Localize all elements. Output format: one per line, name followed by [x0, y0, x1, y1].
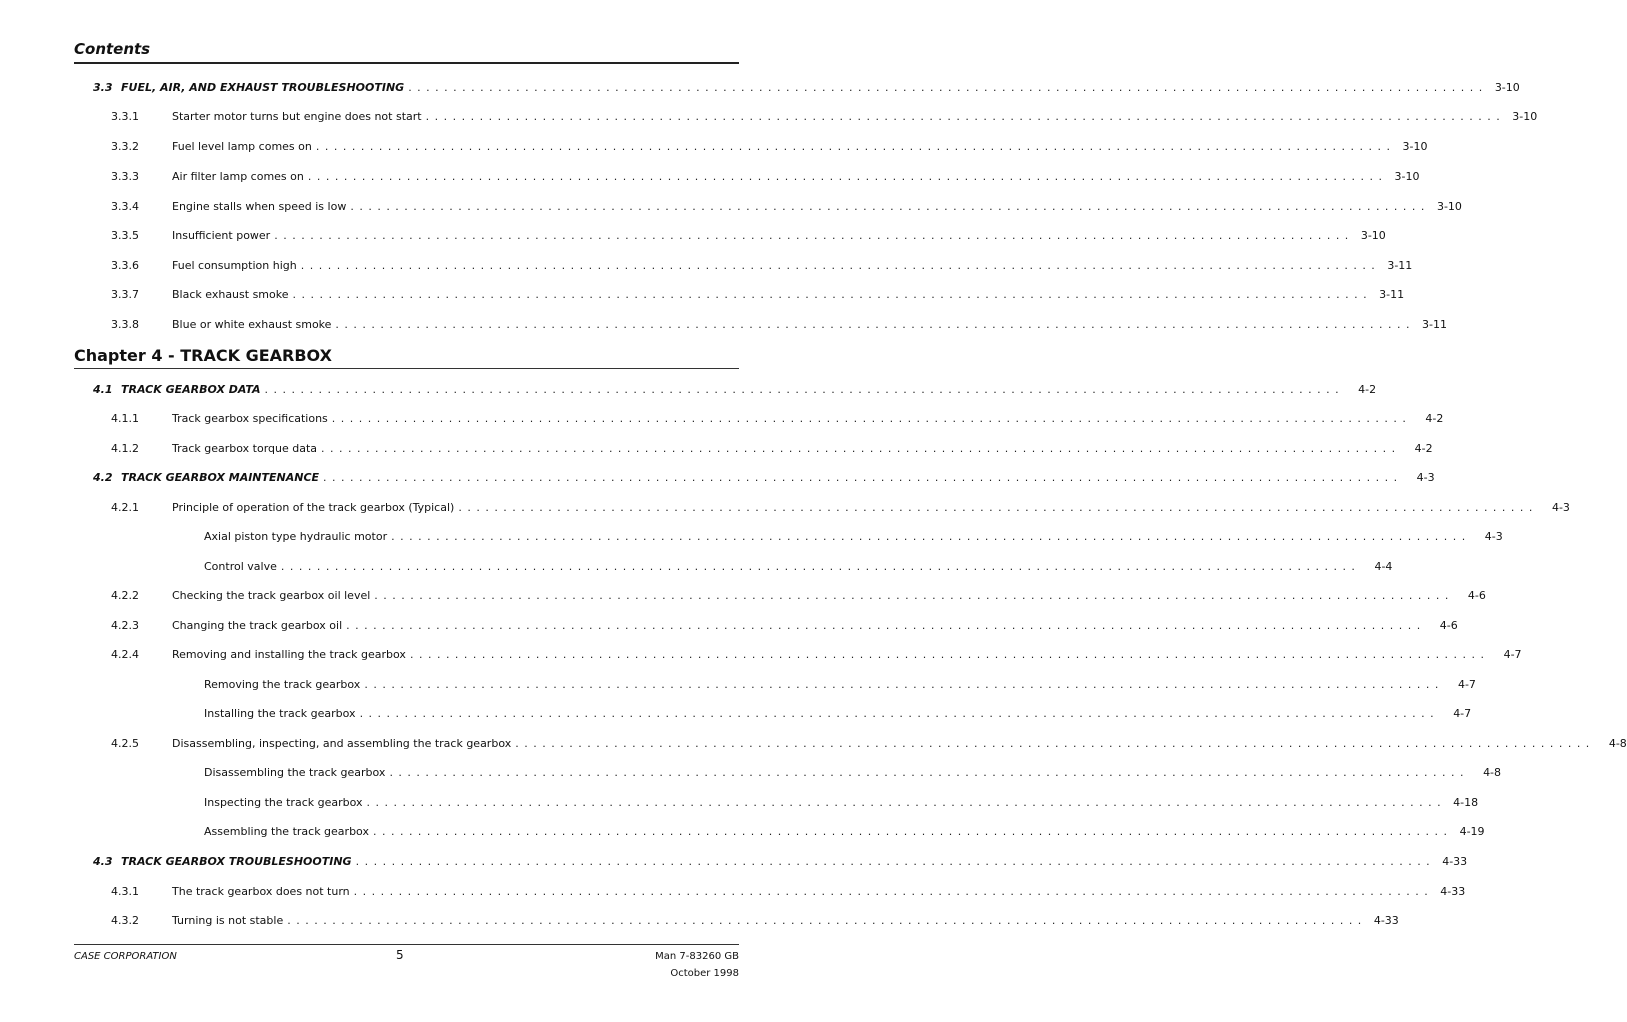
toc-entry: [0, 109, 1538, 125]
toc-entry-title: Insufficient power: [172, 229, 271, 242]
toc-entry-page: 4-2: [1414, 442, 1433, 455]
toc-dot-leader: ........................................................................................................................: [292, 288, 1373, 301]
toc-entry: [0, 588, 1486, 604]
footer-rule: [74, 944, 739, 945]
toc-entry-page: 4-3: [1484, 530, 1503, 543]
toc-dot-leader: ........................................................................................................................: [335, 318, 1416, 331]
page-header-title: Contents: [74, 40, 151, 58]
toc-entry-page: 3-11: [1422, 318, 1448, 331]
toc-entry-page: 4-33: [1440, 885, 1466, 898]
toc-entry-title: Inspecting the track gearbox: [204, 796, 363, 809]
toc-entry-page: 3-11: [1387, 259, 1413, 272]
toc-entry-number: 4.1.1: [111, 412, 139, 425]
toc-entry: [0, 287, 1405, 303]
toc-entry-page: 4-33: [1373, 914, 1399, 927]
toc-dot-leader: ........................................................................................................................: [408, 81, 1488, 94]
toc-entry-title: Axial piston type hydraulic motor: [204, 530, 388, 543]
footer-manual-number: Man 7-83260 GB: [655, 951, 739, 962]
toc-entry: [0, 441, 1433, 457]
toc-dot-leader: ........................................................................................................................: [350, 200, 1430, 213]
toc-entry: [0, 258, 1413, 274]
toc-entry-page: 4-2: [1358, 383, 1377, 396]
toc-entry-page: 4-3: [1551, 501, 1570, 514]
toc-entry-title: Removing the track gearbox: [204, 678, 361, 691]
toc-dot-leader: ........................................................................................................................: [264, 383, 1345, 396]
toc-entry-number: 4.3.1: [111, 885, 139, 898]
toc-dot-leader: ........................................................................................................................: [353, 885, 1434, 898]
toc-dot-leader: ........................................................................................................................: [274, 229, 1354, 242]
toc-dot-leader: ........................................................................................................................: [458, 501, 1538, 514]
toc-entry-title: Track gearbox torque data: [172, 442, 318, 455]
toc-dot-leader: ........................................................................................................................: [355, 855, 1436, 868]
toc-entry-number: 4.2.5: [111, 737, 139, 750]
toc-entry-page: 4-8: [1608, 737, 1627, 750]
toc-entry-title: Engine stalls when speed is low: [172, 200, 347, 213]
toc-entry-page: 3-10: [1360, 229, 1386, 242]
toc-entry-number: 3.3.6: [111, 259, 139, 272]
footer-page-number: 5: [396, 948, 404, 962]
toc-entry: [0, 228, 1386, 244]
toc-entry: [0, 677, 1476, 693]
toc-entry-number: 4.2.4: [111, 648, 139, 661]
toc-dot-leader: ........................................................................................................................: [321, 442, 1401, 455]
toc-entry-page: 4-7: [1503, 648, 1522, 661]
toc-entry-title: Control valve: [204, 560, 277, 573]
toc-entry-number: 4.2.1: [111, 501, 139, 514]
toc-entry-title: Installing the track gearbox: [204, 707, 356, 720]
toc-entry-title: TRACK GEARBOX DATA: [121, 383, 261, 396]
toc-dot-leader: ........................................................................................................................: [364, 678, 1444, 691]
toc-entry-title: FUEL, AIR, AND EXHAUST TROUBLESHOOTING: [121, 81, 405, 94]
toc-entry-page: 4-7: [1457, 678, 1476, 691]
toc-entry: [0, 470, 1435, 486]
toc-entry-number: 4.2.2: [111, 589, 139, 602]
toc-entry-page: 4-8: [1483, 766, 1502, 779]
toc-dot-leader: ........................................................................................................................: [323, 471, 1403, 484]
toc-dot-leader: ........................................................................................................................: [374, 589, 1454, 602]
toc-entry-page: 4-19: [1459, 825, 1485, 838]
toc-entry-number: 4.3.2: [111, 914, 139, 927]
toc-entry-number: 3.3.2: [111, 140, 139, 153]
toc-entry-number: 3.3: [93, 81, 113, 94]
toc-dot-leader: ........................................................................................................................: [331, 412, 1412, 425]
chapter-rule: [74, 368, 739, 369]
toc-entry-page: 3-10: [1494, 81, 1520, 94]
toc-entry: [0, 736, 1627, 752]
toc-entry-title: Checking the track gearbox oil level: [172, 589, 371, 602]
toc-entry: [0, 529, 1503, 545]
toc-entry: [0, 139, 1428, 155]
toc-entry: [0, 618, 1458, 634]
toc-entry-page: 4-6: [1439, 619, 1458, 632]
toc-entry-page: 3-10: [1512, 110, 1538, 123]
toc-entry-title: Turning is not stable: [172, 914, 284, 927]
toc-entry-title: TRACK GEARBOX MAINTENANCE: [121, 471, 320, 484]
toc-dot-leader: ........................................................................................................................: [300, 259, 1381, 272]
toc-entry: [0, 199, 1462, 215]
toc-dot-leader: ........................................................................................................................: [391, 530, 1471, 543]
toc-entry-number: 3.3.4: [111, 200, 139, 213]
toc-entry-number: 4.2: [93, 471, 113, 484]
toc-entry-title: Track gearbox specifications: [172, 412, 328, 425]
toc-dot-leader: ........................................................................................................................: [372, 825, 1453, 838]
toc-entry: [0, 884, 1466, 900]
toc-entry-number: 4.1: [93, 383, 113, 396]
toc-entry-page: 3-10: [1436, 200, 1462, 213]
toc-dot-leader: ........................................................................................................................: [346, 619, 1426, 632]
toc-entry-title: Disassembling, inspecting, and assembling the track gearbox: [172, 737, 512, 750]
toc-entry-title: The track gearbox does not turn: [172, 885, 350, 898]
toc-entry-page: 4-7: [1453, 707, 1472, 720]
toc-entry: [0, 647, 1522, 663]
toc-entry-page: 4-33: [1442, 855, 1468, 868]
toc-entry-page: 4-2: [1425, 412, 1444, 425]
toc-entry: [0, 795, 1479, 811]
toc-entry-page: 3-11: [1379, 288, 1405, 301]
toc-entry: [0, 559, 1393, 575]
toc-entry-title: Assembling the track gearbox: [204, 825, 369, 838]
toc-entry-number: 4.2.3: [111, 619, 139, 632]
toc-entry-page: 3-10: [1394, 170, 1420, 183]
toc-entry-number: 3.3.5: [111, 229, 139, 242]
toc-entry-title: Black exhaust smoke: [172, 288, 289, 301]
toc-entry-number: 4.1.2: [111, 442, 139, 455]
toc-entry: [0, 411, 1444, 427]
toc-entry-title: Changing the track gearbox oil: [172, 619, 343, 632]
toc-entry-title: Blue or white exhaust smoke: [172, 318, 332, 331]
toc-entry-page: 4-6: [1467, 589, 1486, 602]
toc-entry: [0, 169, 1420, 185]
toc-dot-leader: ........................................................................................................................: [307, 170, 1388, 183]
toc-entry-title: TRACK GEARBOX TROUBLESHOOTING: [121, 855, 352, 868]
toc-dot-leader: ........................................................................................................................: [409, 648, 1490, 661]
toc-entry: [0, 706, 1472, 722]
toc-entry: [0, 854, 1468, 870]
toc-entry: [0, 765, 1502, 781]
toc-entry-number: 3.3.8: [111, 318, 139, 331]
toc-entry: [0, 317, 1448, 333]
toc-entry-title: Fuel level lamp comes on: [172, 140, 312, 153]
toc-entry-title: Air filter lamp comes on: [172, 170, 304, 183]
toc-dot-leader: ........................................................................................................................: [515, 737, 1595, 750]
toc-entry-number: 4.3: [93, 855, 113, 868]
toc-entry: [0, 913, 1399, 929]
toc-dot-leader: ........................................................................................................................: [425, 110, 1506, 123]
footer-date: October 1998: [670, 968, 739, 979]
toc-dot-leader: ........................................................................................................................: [287, 914, 1367, 927]
toc-entry: [0, 382, 1377, 398]
toc-dot-leader: ........................................................................................................................: [315, 140, 1396, 153]
toc-entry-title: Removing and installing the track gearbox: [172, 648, 406, 661]
toc-entry-number: 3.3.3: [111, 170, 139, 183]
toc-entry: [0, 824, 1485, 840]
toc-entry-number: 3.3.7: [111, 288, 139, 301]
toc-dot-leader: ........................................................................................................................: [280, 560, 1361, 573]
toc-dot-leader: ........................................................................................................................: [366, 796, 1447, 809]
toc-entry-title: Principle of operation of the track gearbox (Typical): [172, 501, 455, 514]
toc-entry-page: 4-3: [1416, 471, 1435, 484]
toc-entry: [0, 500, 1570, 516]
chapter-heading: Chapter 4 - TRACK GEARBOX: [74, 346, 332, 365]
toc-entry-number: 3.3.1: [111, 110, 139, 123]
toc-entry-title: Starter motor turns but engine does not start: [172, 110, 422, 123]
toc-entry-page: 3-10: [1402, 140, 1428, 153]
toc-entry-title: Fuel consumption high: [172, 259, 297, 272]
toc-dot-leader: ........................................................................................................................: [389, 766, 1470, 779]
toc-entry: [0, 80, 1520, 96]
toc-entry-page: 4-18: [1453, 796, 1479, 809]
toc-entry-title: Disassembling the track gearbox: [204, 766, 386, 779]
footer-company: CASE CORPORATION: [74, 951, 177, 962]
header-rule: [74, 62, 739, 64]
toc-dot-leader: ........................................................................................................................: [359, 707, 1440, 720]
toc-entry-page: 4-4: [1374, 560, 1393, 573]
